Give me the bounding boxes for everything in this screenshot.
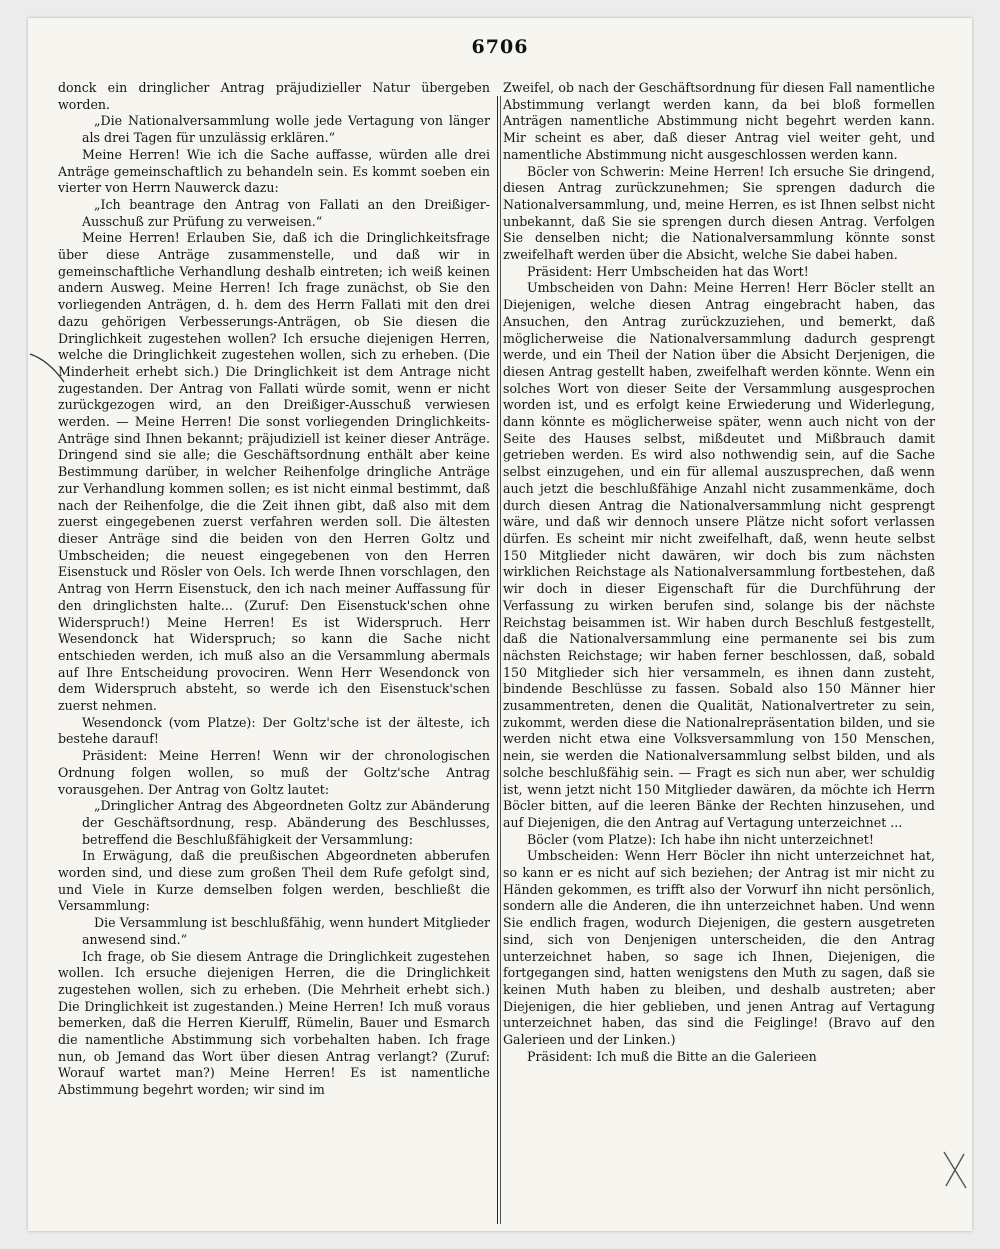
newspaper-page <box>28 18 972 1231</box>
paragraph: Ich frage, ob Sie diesem Antrage die Dringlichkeit zugestehen wollen. Ich ersuche diejenigen Herren, die die Dringlichkeit zugestehen wollen, sich zu erheben. (Die Mehrheit erhebt sich.) Die Dringlichkeit ist zugestanden.) Meine Herren! Ich muß voraus bemerken, daß die Herren Kierulff, Rümelin, Bauer und Esmarch die namentliche Abstimmung sich vorbehalten haben. Ich frage nun, ob Jemand das Wort über diesen Antrag verlangt? (Zuruf: Worauf wartet man?) Meine Herren! Es ist namentliche Abstimmung begehrt worden; wir sind im <box>58 948 490 1098</box>
paragraph: Zweifel, ob nach der Geschäftsordnung für diesen Fall namentliche Abstimmung verlangt werden kann, da bei bloß formellen Anträgen namentliche Abstimmung nicht begehrt werden kann. Mir scheint es aber, daß dieser Antrag viel weiter geht, und namentliche Abstimmung nicht ausgeschlossen werden kann. <box>503 80 935 162</box>
pen-margin-mark <box>28 348 68 388</box>
right-column <box>503 80 935 1065</box>
page-number: 6706 <box>471 36 529 58</box>
paragraph: In Erwägung, daß die preußischen Abgeordneten abberufen worden sind, und diese zum großen Theil dem Rufe gefolgt sind, und Viele in Kurze demselben folgen werden, beschließt die Versammlung: <box>58 848 490 914</box>
speaker-paragraph: Präsident: Meine Herren! Wenn wir der chronologischen Ordnung folgen wollen, so muß der Goltz'sche Antrag vorausgehen. Der Antrag von Goltz lautet: <box>58 748 490 797</box>
paragraph: donck ein dringlicher Antrag präjudizieller Natur übergeben worden. <box>58 80 490 112</box>
quote-paragraph: „Ich beantrage den Antrag von Fallati an den Dreißiger-Ausschuß zur Prüfung zu verweisen.“ <box>82 196 490 229</box>
quote-paragraph: „Die Nationalversammlung wolle jede Vertagung von länger als drei Tagen für unzulässig erklären.“ <box>82 113 490 146</box>
speaker-paragraph: Wesendonck (vom Platze): Der Goltz'sche ist der älteste, ich bestehe darauf! <box>58 714 490 747</box>
column-divider <box>497 96 498 1224</box>
paragraph: Meine Herren! Wie ich die Sache auffasse, würden alle drei Anträge gemeinschaftlich zu behandeln sein. Es kommt soeben ein vierter von Herrn Nauwerck dazu: <box>58 146 490 196</box>
speaker-paragraph: Umbscheiden: Wenn Herr Böcler ihn nicht unterzeichnet hat, so kann er es nicht auf sich beziehen; der Antrag ist mir nicht zu Händen gekommen, es trifft also der Vorwurf ihn nicht persönlich, sondern alle die Anderen, die ihn unterzeichnet haben. Und wenn Sie endlich fragen, wodurch Diejenigen, die gestern ausgetreten sind, sich von Denjenigen unterscheiden, die den Antrag unterzeichnet haben, so sage ich Ihnen, Diejenigen, die fortgegangen sind, hatten wenigstens den Muth zu sagen, daß sie keinen Muth haben zu bleiben, und deshalb austreten; aber Diejenigen, die hier geblieben, und jenen Antrag auf Vertagung unterzeichnet haben, das sind die Feiglinge! (Bravo auf den Galerieen und der Linken.) <box>503 848 935 1048</box>
speaker-paragraph: Präsident: Herr Umbscheiden hat das Wort! <box>527 263 809 279</box>
pen-cross-mark <box>940 1148 970 1192</box>
speaker-paragraph: Präsident: Ich muß die Bitte an die Galerieen <box>527 1048 817 1064</box>
speaker-paragraph: Umbscheiden von Dahn: Meine Herren! Herr Böcler stellt an Diejenigen, welche diesen Antrag eingebracht haben, das Ansuchen, den Antrag zurückzuziehen, und bemerkt, daß möglicherweise die Nationalversammlung dadurch gesprengt werde, und ein Theil der Nation über die Absicht Derjenigen, die diesen Antrag gestellt haben, zweifelhaft werden könnte. Wenn ein solches Wort von dieser Seite der Versammlung ausgesprochen worden ist, und es erfolgt keine Erwiederung und Widerlegung, dann könnte es möglicherweise später, wenn auch nicht von der Seite des Hauses selbst, mißdeutet und Mißbrauch damit getrieben werden. Es wird also nothwendig sein, auf die Sache selbst einzugehen, und ein für allemal auszusprechen, daß wenn auch jetzt die beschlußfähige Anzahl nicht zusammenkäme, doch durch diesen Antrag die Nationalversammlung nicht gesprengt wäre, und daß wir dennoch unsere Plätze nicht sofort verlassen dürfen. Es scheint mir nicht zweifelhaft, daß, wenn heute selbst 150 Mitglieder nicht dawären, wir doch bis zum nächsten wirklichen Reichstage als Nationalversammlung fortbestehen, daß wir doch in dieser Eigenschaft für die Durchführung der Verfassung zu wirken berufen sind, solange bis der nächste Reichstag beisammen ist. Wir haben durch Beschluß festgestellt, daß die Nationalversammlung eine permanente sei bis zum nächsten Reichstage; wir haben ferner beschlossen, daß, sobald 150 Mitglieder sich hier versammeln, es ihnen dann zusteht, bindende Beschlüsse zu fassen. Sobald also 150 Männer hier zusammentreten, denen die Qualität, Nationalvertreter zu sein, zukommt, werden diese die Nationalrepräsentation bilden, und sie werden nicht etwa eine Volksversammlung von 150 Menschen, nein, sie werden die Nationalversammlung selbst bilden, und als solche beschlußfähig sein. — Fragt es sich nun aber, wer schuldig ist, wenn jetzt nicht 150 Mitglieder dawären, da möchte ich Herrn Böcler bitten, auf die leeren Bänke der Rechten hinzusehen, und auf Diejenigen, die den Antrag auf Vertagung unterzeichnet ... <box>503 280 935 830</box>
left-column <box>58 80 490 1099</box>
speaker-paragraph: Böcler (vom Platze): Ich habe ihn nicht unterzeichnet! <box>527 831 874 847</box>
quote-paragraph: „Dringlicher Antrag des Abgeordneten Goltz zur Abänderung der Geschäftsordnung, resp. Abänderung des Beschlusses, betreffend die Beschlußfähigkeit der Versammlung: <box>82 798 490 847</box>
speaker-paragraph: Böcler von Schwerin: Meine Herren! Ich ersuche Sie dringend, diesen Antrag zurückzunehmen; Sie sprengen dadurch die Nationalversammlung, und, meine Herren, es ist Ihnen selbst nicht unbekannt, daß Sie sie sprengen durch diesen Antrag. Verfolgen Sie denselben nicht; die Nationalversammlung könnte sonst zweifelhaft werden über die Absicht, welche Sie dabei haben. <box>503 163 935 263</box>
column-divider-secondary <box>500 96 501 1224</box>
quote-paragraph: Die Versammlung ist beschlußfähig, wenn hundert Mitglieder anwesend sind.“ <box>82 915 490 947</box>
paragraph: Meine Herren! Erlauben Sie, daß ich die Dringlichkeitsfrage über diese Anträge zusammenstelle, und daß wir in gemeinschaftliche Verhandlung deshalb eintreten; ich weiß keinen andern Ausweg. Meine Herren! Ich frage zunächst, ob Sie den vorliegenden Anträgen, d. h. dem des Herrn Fallati mit den drei dazu gehörigen Verbesserungs-Anträgen, ob Sie diesen die Dringlichkeit zugestehen wollen? Ich ersuche diejenigen Herren, welche die Dringlichkeit zugestehen wollen, sich zu erheben. (Die Minderheit erhebt sich.) Die Dringlichkeit ist dem Antrage nicht zugestanden. Der Antrag von Fallati würde somit, wenn er nicht zurückgezogen wird, an den Dreißiger-Ausschuß verwiesen werden. — Meine Herren! Die sonst vorliegenden Dringlichkeits-Anträge sind Ihnen bekannt; präjudiziell ist keiner dieser Anträge. Dringend sind sie alle; die Geschäftsordnung enthält aber keine Bestimmung darüber, in welcher Reihenfolge dringliche Anträge zur Verhandlung kommen sollen; es ist nicht einmal bestimmt, daß nach der Reihenfolge, die die Zeit ihnen gibt, daß also mit dem zuerst eingegebenen zuerst verfahren werden soll. Die ältesten dieser Anträge sind die beiden von den Herren Goltz und Umbscheiden; die neuest eingegebenen von den Herren Eisenstuck und Rösler von Oels. Ich werde Ihnen vorschlagen, den Antrag von Herrn Eisenstuck, den ich nach meiner Auffassung für den dringlichsten halte... (Zuruf: Den Eisenstuck'schen ohne Widerspruch!) Meine Herren! Es ist Widerspruch. Herr Wesendonck hat Widerspruch; so kann die Sache nicht entschieden werden, ich muß also an die Versammlung abermals auf Ihre Entscheidung provociren. Wenn Herr Wesendonck von dem Widerspruch absteht, so werde ich den Eisenstuck'schen zuerst nehmen. <box>58 230 490 714</box>
